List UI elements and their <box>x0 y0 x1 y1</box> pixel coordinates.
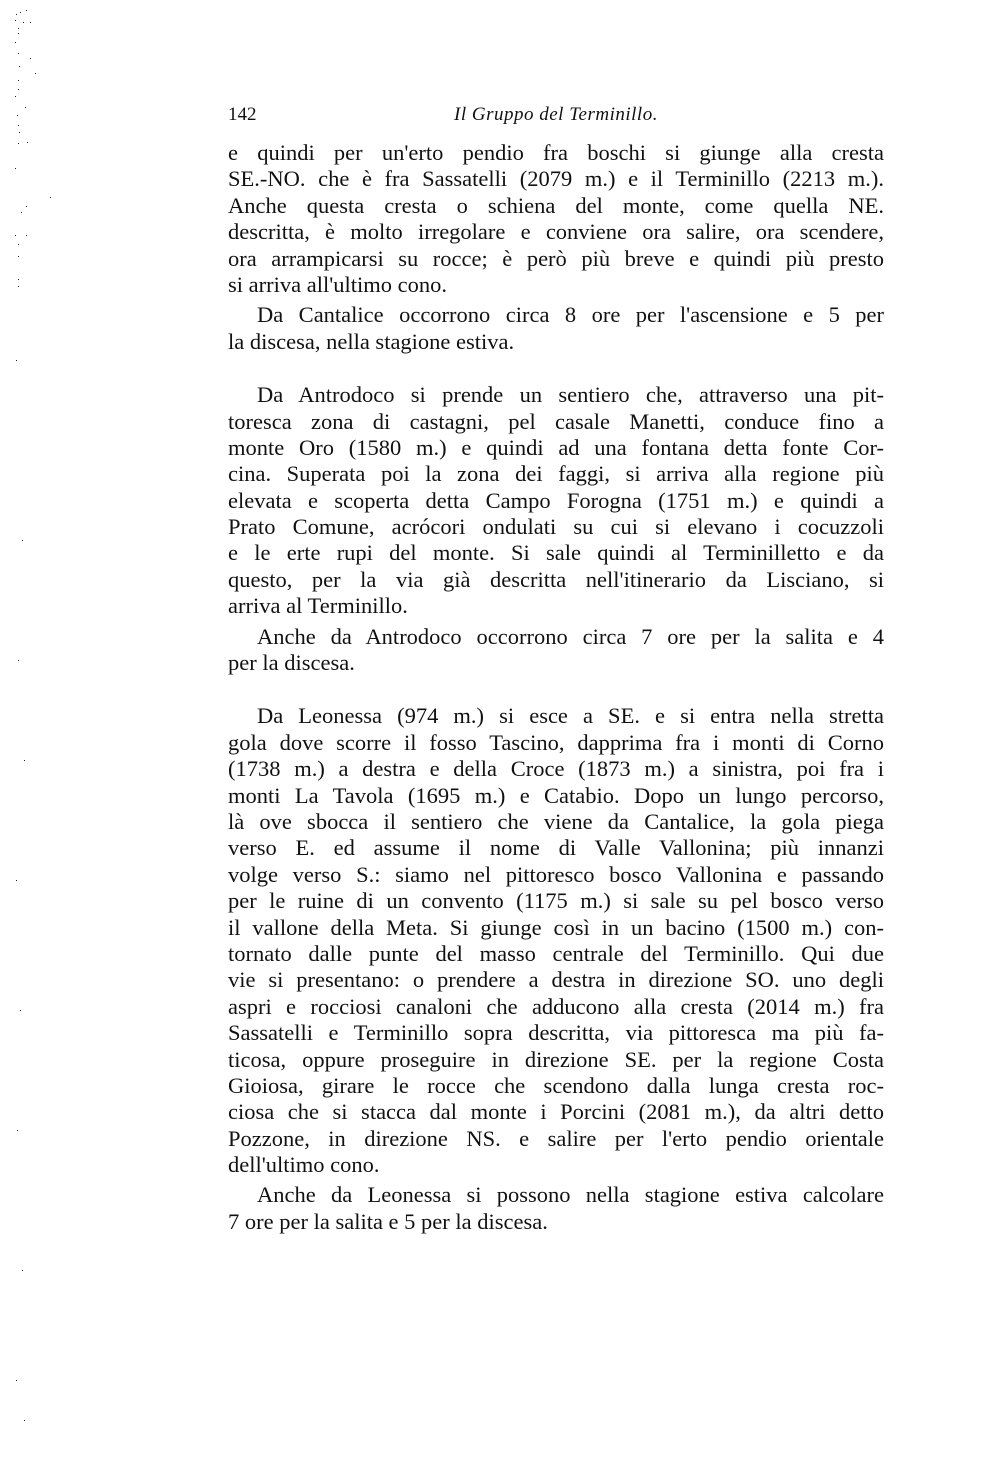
text-line: il vallone della Meta. Si giunge così in un bacino (1500 m.) con- <box>228 914 884 940</box>
text-line: tornato dalle punte del masso centrale del Terminillo. Qui due <box>228 940 884 966</box>
text-line: aspri e rocciosi canaloni che adducono alla cresta (2014 m.) fra <box>228 993 884 1019</box>
paragraph-cantalice-times <box>228 302 884 355</box>
paragraph-leonessa-times <box>228 1182 884 1235</box>
paragraph-antrodoco-times <box>228 624 884 677</box>
text-line: Da Leonessa (974 m.) si esce a SE. e si entra nella stretta <box>257 703 884 729</box>
text-line: verso E. ed assume il nome di Valle Vallonina; più innanzi <box>228 835 884 861</box>
text-line: descritta, è molto irregolare e conviene ora salire, ora scendere, <box>228 219 884 245</box>
text-line: Da Cantalice occorrono circa 8 ore per l'ascensione e 5 per <box>257 302 884 328</box>
text-line: Pozzone, in direzione NS. e salire per l'erto pendio orientale <box>228 1125 884 1151</box>
text-line: toresca zona di castagni, pel casale Manetti, conduce fino a <box>228 408 884 434</box>
body-text <box>228 140 884 1235</box>
paragraph-leonessa-route <box>228 703 884 1178</box>
section-gap <box>228 676 884 703</box>
text-line: ticosa, oppure proseguire in direzione SE. per la regione Costa <box>228 1046 884 1072</box>
text-line: cina. Superata poi la zona dei faggi, si arriva alla regione più <box>228 461 884 487</box>
text-line: e quindi per un'erto pendio fra boschi si giunge alla cresta <box>228 140 884 165</box>
text-line: monti La Tavola (1695 m.) e Catabio. Dopo un lungo percorso, <box>228 782 884 808</box>
text-line: Anche da Antrodoco occorrono circa 7 ore per la salita e 4 <box>257 623 884 649</box>
text-line: ora arrampicarsi su rocce; è però più breve e quindi più presto <box>228 245 884 271</box>
text-line: vie si presentano: o prendere a destra in direzione SO. uno degli <box>228 967 884 993</box>
text-line: Anche da Leonessa si possono nella stagione estiva calcolare <box>257 1182 884 1208</box>
text-line: SE.-NO. che è fra Sassatelli (2079 m.) e il Terminillo (2213 m.). <box>228 166 884 192</box>
text-line: dell'ultimo cono. <box>228 1152 380 1178</box>
running-header <box>228 104 884 132</box>
paragraph-cantalice-route-end <box>228 140 884 298</box>
page-number: 142 <box>228 104 257 125</box>
scan-edge-speckles <box>10 0 40 1475</box>
text-line: Da Antrodoco si prende un sentiero che, attraverso una pit- <box>257 382 884 408</box>
section-gap <box>228 355 884 382</box>
text-line: elevata e scoperta detta Campo Forogna (1751 m.) e quindi a <box>228 487 884 513</box>
text-line: Anche questa cresta o schiena del monte, come quella NE. <box>228 192 884 218</box>
text-line: ciosa che si stacca dal monte i Porcini (2081 m.), da altri detto <box>228 1099 884 1125</box>
text-line: questo, per la via già descritta nell'itinerario da Lisciano, si <box>228 566 884 592</box>
text-line: volge verso S.: siamo nel pittoresco bosco Vallonina e passando <box>228 861 884 887</box>
text-line: monte Oro (1580 m.) e quindi ad una fontana detta fonte Cor- <box>228 434 884 460</box>
running-title: Il Gruppo del Terminillo. <box>454 104 658 125</box>
text-line: per la discesa. <box>228 650 355 676</box>
text-line: là ove sbocca il sentiero che viene da Cantalice, la gola piega <box>228 808 884 834</box>
text-line: si arriva all'ultimo cono. <box>228 271 448 297</box>
text-line: la discesa, nella stagione estiva. <box>228 328 515 354</box>
text-line: arriva al Terminillo. <box>228 593 408 619</box>
text-line: gola dove scorre il fosso Tascino, dapprima fra i monti di Corno <box>228 729 884 755</box>
text-line: Sassatelli e Terminillo sopra descritta, via pittoresca ma più fa- <box>228 1020 884 1046</box>
paragraph-antrodoco-route <box>228 382 884 620</box>
text-line: e le erte rupi del monte. Si sale quindi al Terminilletto e da <box>228 540 884 566</box>
text-line: Gioiosa, girare le rocce che scendono dalla lunga cresta roc- <box>228 1072 884 1098</box>
text-line: per le ruine di un convento (1175 m.) si sale su pel bosco verso <box>228 888 884 914</box>
text-line: Prato Comune, acrócori ondulati su cui si elevano i cocuzzoli <box>228 514 884 540</box>
text-line: (1738 m.) a destra e della Croce (1873 m.) a sinistra, poi fra i <box>228 756 884 782</box>
text-line: 7 ore per la salita e 5 per la discesa. <box>228 1208 548 1234</box>
